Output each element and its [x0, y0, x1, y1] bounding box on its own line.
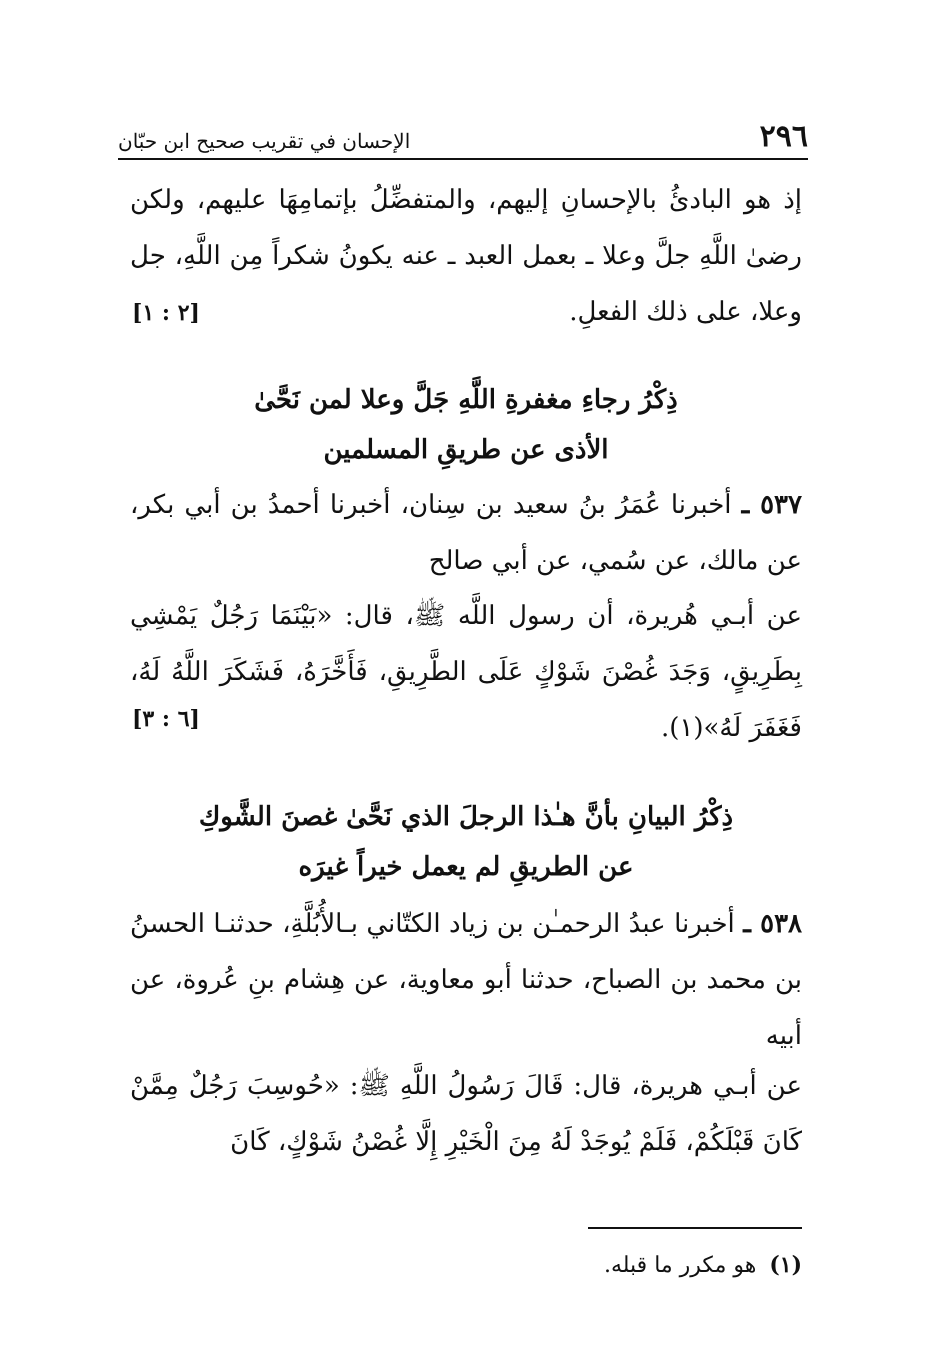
page-number: ٢٩٦ [759, 119, 808, 154]
header-rule [118, 158, 808, 160]
hadith-537-isnad [130, 477, 802, 589]
page-header [118, 112, 808, 156]
section-heading-2-line1: ذِكْرُ البيانِ بأنَّ هـٰذا الرجلَ الذي نَحَّىٰ غصنَ الشَّوكِ [198, 802, 734, 832]
hadith-538-isnad-text: أخبرنا عبدُ الرحمـٰن بن زياد الكتّاني بـالأُبُلَّةِ، حدثنـا الحسنُ بن محمد بن الصباح، حدثنا أبو معاوية، عن هِشام بنِ عُروة، عن أبيه [130, 909, 802, 1051]
footnote-text: هو مكرر ما قبله. [603, 1253, 757, 1278]
section-heading-1-line2: الأذى عن طريقِ المسلمين [323, 435, 609, 465]
footnote-rule [588, 1227, 802, 1229]
section-heading-1-line1: ذِكْرُ رجاءِ مغفرةِ اللَّهِ جَلَّ وعلا لمن نَحَّىٰ [254, 385, 678, 415]
hadith-538-number: ٥٣٨ ـ [743, 909, 803, 939]
hadith-537-isnad-text: أخبرنا عُمَرُ بنُ سعيد بن سِنان، أخبرنا أحمدُ بن أبي بكر، عن مالك، عن سُمي، عن أبي صالح [130, 490, 802, 576]
intro-reference: [٢ : ١] [132, 300, 200, 326]
running-title: الإحسان في تقريب صحيح ابن حبّان [118, 129, 411, 153]
hadith-537-number: ٥٣٧ ـ [741, 490, 802, 520]
section-heading-2 [130, 792, 802, 892]
hadith-537-reference: [٦ : ٣] [132, 706, 200, 732]
footnote [130, 1248, 802, 1283]
footnote-mark: (١) [769, 1252, 802, 1278]
hadith-537-matn: عن أبـي هُريرة، أن رسول اللَّه ﷺ، قال: «بَيْنَمَا رَجُلٌ يَمْشِي بِطَرِيقٍ، وَجَدَ غُصْنَ شَوْكٍ عَلَى الطَّرِيقِ، فَأَخَّرَهُ، فَشَكَرَ اللَّهُ لَهُ، فَغَفَرَ لَهُ»(١). [130, 601, 802, 743]
intro-paragraph: إذ هو البادئُ بالإحسانِ إليهم، والمتفضِّلُ بإتمامِهَا عليهم، ولكن رضىٰ اللَّهِ جلَّ وعلا ـ بعمل العبد ـ عنه يكونُ شكراً مِن اللَّهِ، جل وعلا، على ذلك الفعلِ. [130, 185, 802, 327]
section-heading-1 [130, 375, 802, 475]
hadith-538-matn: عن أبـي هريرة، قال: قَالَ رَسُولُ اللَّهِ ﷺ: «حُوسِبَ رَجُلٌ مِمَّنْ كَانَ قَبْلَكُمْ، فَلَمْ يُوجَدْ لَهُ مِنَ الْخَيْرِ إِلَّا غُصْنُ شَوْكٍ، كَانَ [130, 1071, 802, 1157]
section-heading-2-line2: عن الطريقِ لم يعمل خيراً غيرَه [298, 852, 634, 882]
hadith-538-isnad [130, 896, 802, 1064]
